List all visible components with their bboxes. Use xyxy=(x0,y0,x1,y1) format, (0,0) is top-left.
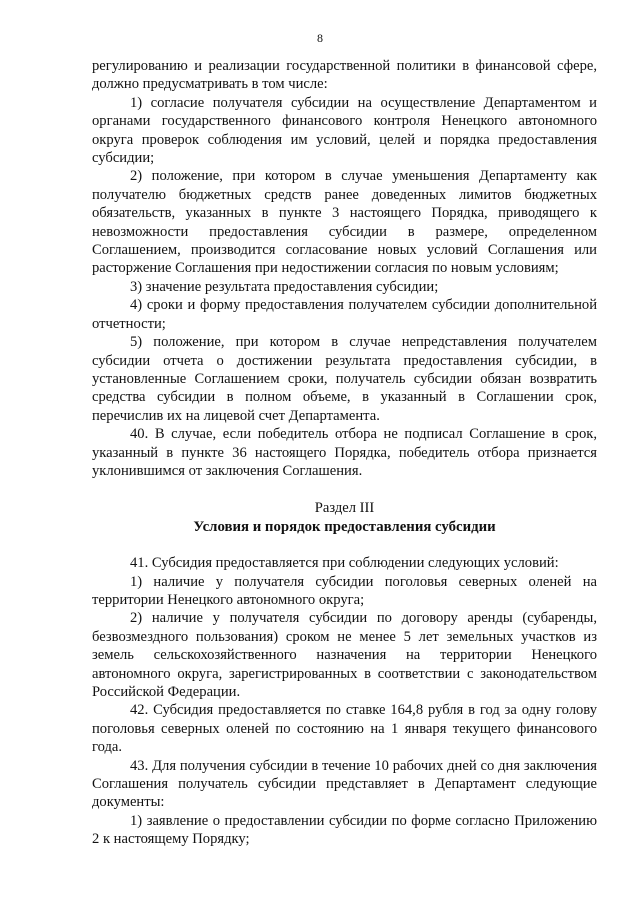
section-title: Условия и порядок предоставления субсидии xyxy=(193,518,496,535)
section-number: Раздел III xyxy=(314,500,375,517)
clause-43: 43. Для получения субсидии в течение 10 рабочих дней со дня заключения Соглашения получатель субсидии представляет в Департамент следующие документы: xyxy=(92,757,597,811)
list-item-1: 1) согласие получателя субсидии на осуществление Департаментом и органами государственного финансового контроля Ненецкого автономного округа проверок соблюдения им условий, целей и порядка предоставления субсидии; xyxy=(92,94,597,167)
document-body xyxy=(92,57,597,849)
list-item-2: 2) положение, при котором в случае уменьшения Департаменту как получателю бюджетных средств ранее доведенных лимитов бюджетных обязательств, указанных в пункте 3 настоящего Порядка, приводящего к невозможности предоставления субсидии в размере, определенном Соглашением, производится согласование новых условий Соглашения или расторжение Соглашения при недостижении согласия по новым условиям; xyxy=(92,168,597,277)
list-item-1: 1) заявление о предоставлении субсидии по форме согласно Приложению 2 к настоящему Порядку; xyxy=(92,812,597,848)
clause-42: 42. Субсидия предоставляется по ставке 164,8 рубля в год за одну голову поголовья северных оленей по состоянию на 1 января текущего финансового года. xyxy=(92,702,597,756)
list-item-4: 4) сроки и форму предоставления получателем субсидии дополнительной отчетности; xyxy=(92,297,597,332)
clause-40: 40. В случае, если победитель отбора не подписал Соглашение в срок, указанный в пункте 36 настоящего Порядка, победитель отбора признается уклонившимся от заключения Соглашения. xyxy=(92,426,597,479)
list-item-3: 3) значение результата предоставления субсидии; xyxy=(130,278,439,295)
list-item-5: 5) положение, при котором в случае непредставления получателем субсидии отчета о достижении результата предоставления субсидии, в установленные Соглашением сроки, получатель субсидии обязан возвратить средства субсидии в полном объеме, в указанный в Соглашении срок, перечислив их на лицевой счет Департамента. xyxy=(92,334,597,424)
list-item-2: 2) наличие у получателя субсидии по договору аренды (субаренды, безвозмездного пользования) сроком не менее 5 лет земельных участков из земель сельскохозяйственного назначения на территории Ненецкого автономного округа, зарегистрированных в соответствии с законодательством Российской Федерации. xyxy=(92,610,597,700)
spacer xyxy=(92,536,597,554)
page-number: 8 xyxy=(317,31,323,45)
section-heading xyxy=(92,499,597,536)
clause-41: 41. Субсидия предоставляется при соблюдении следующих условий: xyxy=(130,555,559,572)
paragraph: регулированию и реализации государственной политики в финансовой сфере, должно предусматривать в том числе: xyxy=(92,58,597,93)
list-item-1: 1) наличие у получателя субсидии поголовья северных оленей на территории Ненецкого автономного округа; xyxy=(92,573,597,608)
